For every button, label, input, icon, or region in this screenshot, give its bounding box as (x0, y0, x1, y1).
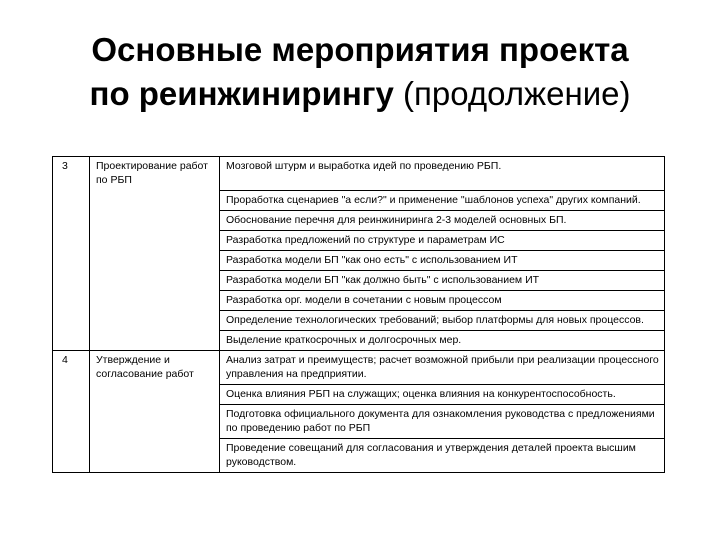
table-row (53, 384, 665, 404)
activity-cell: Проведение совещаний для согласования и утверждения деталей проекта высшим руководством. (220, 438, 665, 472)
activity-cell: Определение технологических требований; выбор платформы для новых процессов. (220, 310, 665, 330)
stage-name: Утверждение и согласование работ (90, 350, 220, 384)
slide-title-line1: Основные мероприятия проекта (91, 31, 629, 68)
stage-number: 4 (53, 350, 90, 384)
table-row (53, 190, 665, 210)
stage-number: 3 (53, 157, 90, 191)
table-row (53, 330, 665, 350)
table-row (53, 290, 665, 310)
activity-cell: Разработка модели БП "как оно есть" с использованием ИТ (220, 250, 665, 270)
activity-cell: Мозговой штурм и выработка идей по проведению РБП. (220, 157, 665, 191)
project-activities-table (52, 156, 665, 473)
table-row (53, 230, 665, 250)
table-row (53, 350, 665, 384)
activity-cell: Разработка предложений по структуре и параметрам ИС (220, 230, 665, 250)
table-row (53, 210, 665, 230)
table-row (53, 438, 665, 472)
activity-cell: Выделение краткосрочных и долгосрочных мер. (220, 330, 665, 350)
slide-title (0, 28, 720, 116)
activity-cell: Анализ затрат и преимуществ; расчет возможной прибыли при реализации процессного управления на предприятии. (220, 350, 665, 384)
table-row (53, 270, 665, 290)
table-row (53, 310, 665, 330)
activity-cell: Оценка влияния РБП на служащих; оценка влияния на конкурентоспособность. (220, 384, 665, 404)
slide-title-line2 (0, 72, 720, 116)
slide-title-line2-normal: (продолжение) (393, 75, 631, 112)
table-row (53, 250, 665, 270)
activity-cell: Обоснование перечня для реинжиниринга 2-3 моделей основных БП. (220, 210, 665, 230)
stage-name: Проектирование работ по РБП (90, 157, 220, 191)
activity-cell: Разработка модели БП "как должно быть" с использованием ИТ (220, 270, 665, 290)
activity-cell: Подготовка официального документа для ознакомления руководства с предложениями по проведению работ по РБП (220, 404, 665, 438)
table-row (53, 157, 665, 191)
activity-cell: Проработка сценариев "а если?" и применение "шаблонов успеха" других компаний. (220, 190, 665, 210)
slide-title-line2-bold: по реинжинирингу (89, 75, 394, 112)
activity-cell: Разработка орг. модели в сочетании с новым процессом (220, 290, 665, 310)
table-row (53, 404, 665, 438)
